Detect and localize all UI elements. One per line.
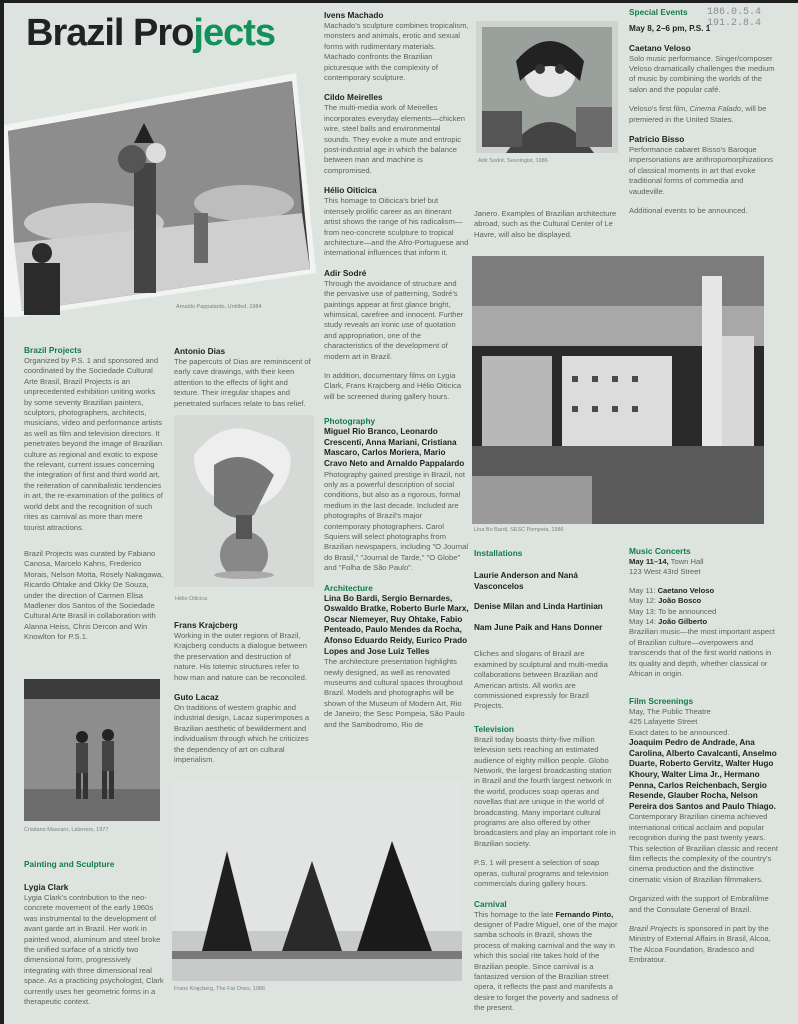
section-heading-painting: Painting and Sculpture: [24, 859, 115, 869]
photo-mascaro: [24, 679, 160, 821]
photo-oiticica: [174, 415, 314, 587]
music-concerts: Music Concerts May 11–14, Town Hall 123 West 43rd Street May 11: Caetano Veloso May 12: João Bosco May 13: To be announced May 14: João Gilberto Brazilian music—the most important aspect of Brazilian culture—overpowers and transcends that of the first world nations in its quality and depth, whether classical or African in origin.: [629, 546, 779, 688]
intro-text: Organized by P.S. 1 and sponsored and coordinated by the Sociedade Cultural Arte Brasil, Brazil Projects is an unprecedented exhibition uniting works by some seventy Brazilian painters, sculptors, photographers, architects, musicians, video and performance artists as well as film and television directors. It penetrates beyond the image of Brazilian culture as regional and exotic to expose the relevant, current issues concerning the integration of first and third world art, the reiteration of cannibalistic tendencies in art, the re-examination of the politics of world debt and the recognition of such rites as carnival as more than mere tourist attractions.: [24, 356, 163, 532]
schedule-row: May 11: Caetano Veloso: [629, 585, 715, 595]
event-date: May 8, 2–6 pm, P.S. 1: [629, 24, 711, 33]
brochure-page: [4, 3, 798, 1024]
artist-name: Guto Lacaz: [174, 692, 219, 703]
artist-name: Adir Sodré: [324, 267, 367, 278]
column-3: Ivens Machado Machado's sculpture combines tropicalism, monsters and animals, erotic and sexual forms with rudimentary materials. Machado confronts the Brazilian picturesque with the complexity of contemporary sculpture. Cildo Meirelles The multi-media work of Meirelles incorporates everyday elements—chicken wire, steel balls and environmental sounds. They evoke a mute and entropic post-industrial age in which the balance between man and machine is compromised. Hélio Oiticica This homage to Oiticica's brief but intensely prolific career as an itinerant artist shows the range of his radicalism—from neo-concrete sculpture to tropical architecture—and the Afro-Portuguese and international influences that inform it. Adir Sodré Through the avoidance of structure and the pervasive use of patterning, Sodré's paintings appear at first glance bright, whimsical, carefree and innocent. Further study reveals an ironic use of quotation and appropriation, one of the characteristics of the development of modern art in Brazil. In addition, documentary films on Lygia Clark, Frans Krajcberg and Hélio Oiticica will be screened during gallery hours. Photography Miguel Rio Branco, Leonardo Crescenti, Anna Mariani, Cristiana Mascaro, Carlos Moriera, Mario Cravo Neto and Arnaldo Pappalardo Photography gained prestige in Brazil, not only as a powerful description of social conditions, but also as a rigorous, formal medium in the last decade. Included are photographs of Brazil's major contemporary photographers. Carol Squiers will select photographs from Brazilian newspapers, including "O Journal do Brasil," "Journal de Tarde," "O Globe" and "Folha de São Paulo". Architecture Lina Bo Bardi, Sergio Bernardes, Oswaldo Bratke, Roberto Burle Marx, Oscar Niemeyer, Ruy Ohtake, Fabio Penteado, Paulo Mendes da Rocha, Afonso Eduardo Reidy, Eurico Prado Lopes and Jose Luiz Telles The architecture presentation highlights newly designed, as well as renovated museums and cultural spaces throughout Brazil. Models and photographs will be shown of the Museum of Modern Art, Rio de Janeiro; the Sesc Pompeia, São Paulo and the Sambodromo, Rio de: [324, 10, 469, 729]
artist-name: Lygia Clark: [24, 882, 69, 892]
section-heading-film: Film Screenings: [629, 696, 694, 706]
caption-oiticica: Hélio Oiticica: [175, 596, 208, 602]
photo-krajcberg: [172, 781, 462, 981]
column-5: Special Events May 8, 2–6 pm, P.S. 1 Caetano Veloso Solo music performance. Singer/composer Veloso dramatically challenges the medium of music by combining the worlds of the salon and the popular café. Veloso's first film, Cinema Falado, will be premiered in the United States. Patricio Bisso Performance cabaret Bisso's Baroque impersonations are anthropomorphizations of classical moments in art that evoke traditional forms of commedia and vaudeville. Additional events to be announced.: [629, 7, 779, 225]
schedule-row: May 13: To be announced: [629, 606, 717, 616]
section-heading-architecture: Architecture: [324, 582, 373, 593]
films-note: In addition, documentary films on Lygia Clark, Frans Krajcberg and Hélio Oiticica will be screened during gallery hours.: [324, 370, 462, 401]
page-title: Brazil Projects: [26, 12, 276, 54]
caption-mascaro: Cristiano Mascaro, Laborers, 1977: [24, 827, 109, 833]
column-2-dias: Antonio Dias The papercuts of Dias are reminiscent of early cave drawings, with their keen attention to the effects of light and texture. Their irregular shapes and penetrated surfaces relate to bas relief.: [174, 346, 314, 418]
film-screenings: Film Screenings May, The Public Theatre 425 Lafayette Street Exact dates to be announced. Joaquim Pedro de Andrade, Ana Carolina, Alberto Cavalcanti, Anselmo Duarte, Roberto Gervitz, Walter Hugo Khoury, Walter Lima Jr., Hermano Penna, Carlos Reichenbach, Sergio Resende, Glauber Rocha, Nelson Pereira dos Santos and Paulo Thiago. Contemporary Brazilian cinema achieved international critical acclaim and popular recognition during the past twenty years. This selection of Brazilian classic and recent film reflects the complexity of the country's cinema production and the distinctive cinematic vision of Brazilian filmmakers. Organized with the support of Embrafilme and the Consulate General of Brazil. Brazil Projects is sponsored in part by the Ministry of External Affairs in Brasil, Alcoa, The Alcoa Foundation, Bradesco and Embratour.: [629, 696, 778, 965]
column-2-krajcberg: Frans Krajcberg Working in the outer regions of Brazil, Krajcberg conducts a dialogue between the preservation and destruction of nature. His totemic structures refer to how man and nature can be reconciled. Guto Lacaz On traditions of western graphic and industrial design, Lacaz superimposes a Brazilian aesthetic of bewilderment and individualism through which he criticizes the dependency of art on cultural imperialism.: [174, 620, 314, 774]
caption-krajcberg: Frans Krajcberg, The Fat Ones, 1986: [174, 986, 265, 992]
handwritten-note: 186.0.5.4 191.2.8.4: [707, 7, 762, 29]
section-heading-brazil-projects: Brazil Projects: [24, 345, 82, 355]
artist-name: Antonio Dias: [174, 346, 226, 356]
photo-sodre: [476, 21, 618, 153]
schedule-row: May 12: João Bosco: [629, 596, 702, 606]
section-heading-carnival: Carnival: [474, 898, 507, 909]
painting-section: Painting and Sculpture Lygia Clark Lygia Clark's contribution to the neo-concrete movement of the early 1960s was instrumental to the development of avant garde art in Brazil. Her work in painted wood, aluminum and steel broke the unified surface of a strictly two dimensional form, progressively integrating with three dimensional real space. As a practicing psychologist, Clark currently uses her geometric forms in a therapeutic context.: [24, 859, 164, 1007]
artist-name: Patricio Bisso: [629, 134, 685, 145]
section-heading-installations: Installations: [474, 548, 523, 558]
schedule-row: May 14: João Gilberto: [629, 617, 708, 627]
architecture-continued: Janero. Examples of Brazilian architecture abroad, such as the Cultural Center of Le Havre, will also be displayed.: [474, 209, 617, 239]
photo-pappalardo: [4, 73, 316, 318]
section-heading-television: Television: [474, 723, 514, 734]
caption-bardi: Lina Bo Bardi, SESC Pompeia, 1986: [474, 527, 564, 533]
caption-pappalardo: Arnaldo Pappalardo, Untitled, 1984: [176, 304, 262, 310]
column-1: [24, 345, 164, 652]
column-4: Installations Laurie Anderson and Naná Vasconcelos Denise Milan and Linda Hartinian Nam June Paik and Hans Donner Cliches and slogans of Brazil are examined by sculptural and multi-media collaborations between Brazilian and American artists. All works are commissioned expressly for Brazil Projects. Television Brazil today boasts thirty-five million television sets reaching an estimated audience of eighty million people. Globo Network, the largest broadcasting station in Brazil and the fourth largest network in the world, produces soap operas and novellas that are unique in the world of broadcasting. Many important cultural programs are also offered by other broadcasters and play an important role in Brazilian society. P.S. 1 will present a selection of soap operas, cultural programs and television commercials during gallery hours. Carnival This homage to the late Fernando Pinto, designer of Padre Miguel, one of the major samba schools in Brazil, shows the process of making carnival and the way in which this social rite takes hold of the Brazilian people. Since carnival is a fantasized version of the Brazilian street opera, it reflects the past and manifests a desire to forget the poverty and sadness of the present.: [474, 548, 618, 1013]
artist-name: Hélio Oiticica: [324, 185, 377, 196]
artist-name: Frans Krajcberg: [174, 620, 238, 630]
photo-bardi: [472, 256, 764, 524]
curators-text: Brazil Projects was curated by Fabiano Canosa, Marcelo Kahns, Frederico Morais, Nelson Motta, Rosely Nakagawa, Ricardo Ohtake and Okky De Souza, under the direction of Carmen Elisa Madlener dos Santos of the Sociedade Cultural Arte Brasil in collaboration with Alanna Heiss, Chris Dercon and Win Knowlton for P.S.1.: [24, 548, 164, 642]
artist-name: Cildo Meirelles: [324, 92, 383, 103]
section-heading-special-events: Special Events: [629, 7, 688, 17]
caption-sodre: Adir Sodré, Sexologist, 1986: [478, 158, 548, 164]
artist-name: Caetano Veloso: [629, 42, 691, 53]
section-heading-music: Music Concerts: [629, 546, 691, 556]
artist-name: Ivens Machado: [324, 10, 384, 20]
section-heading-photography: Photography: [324, 416, 376, 427]
